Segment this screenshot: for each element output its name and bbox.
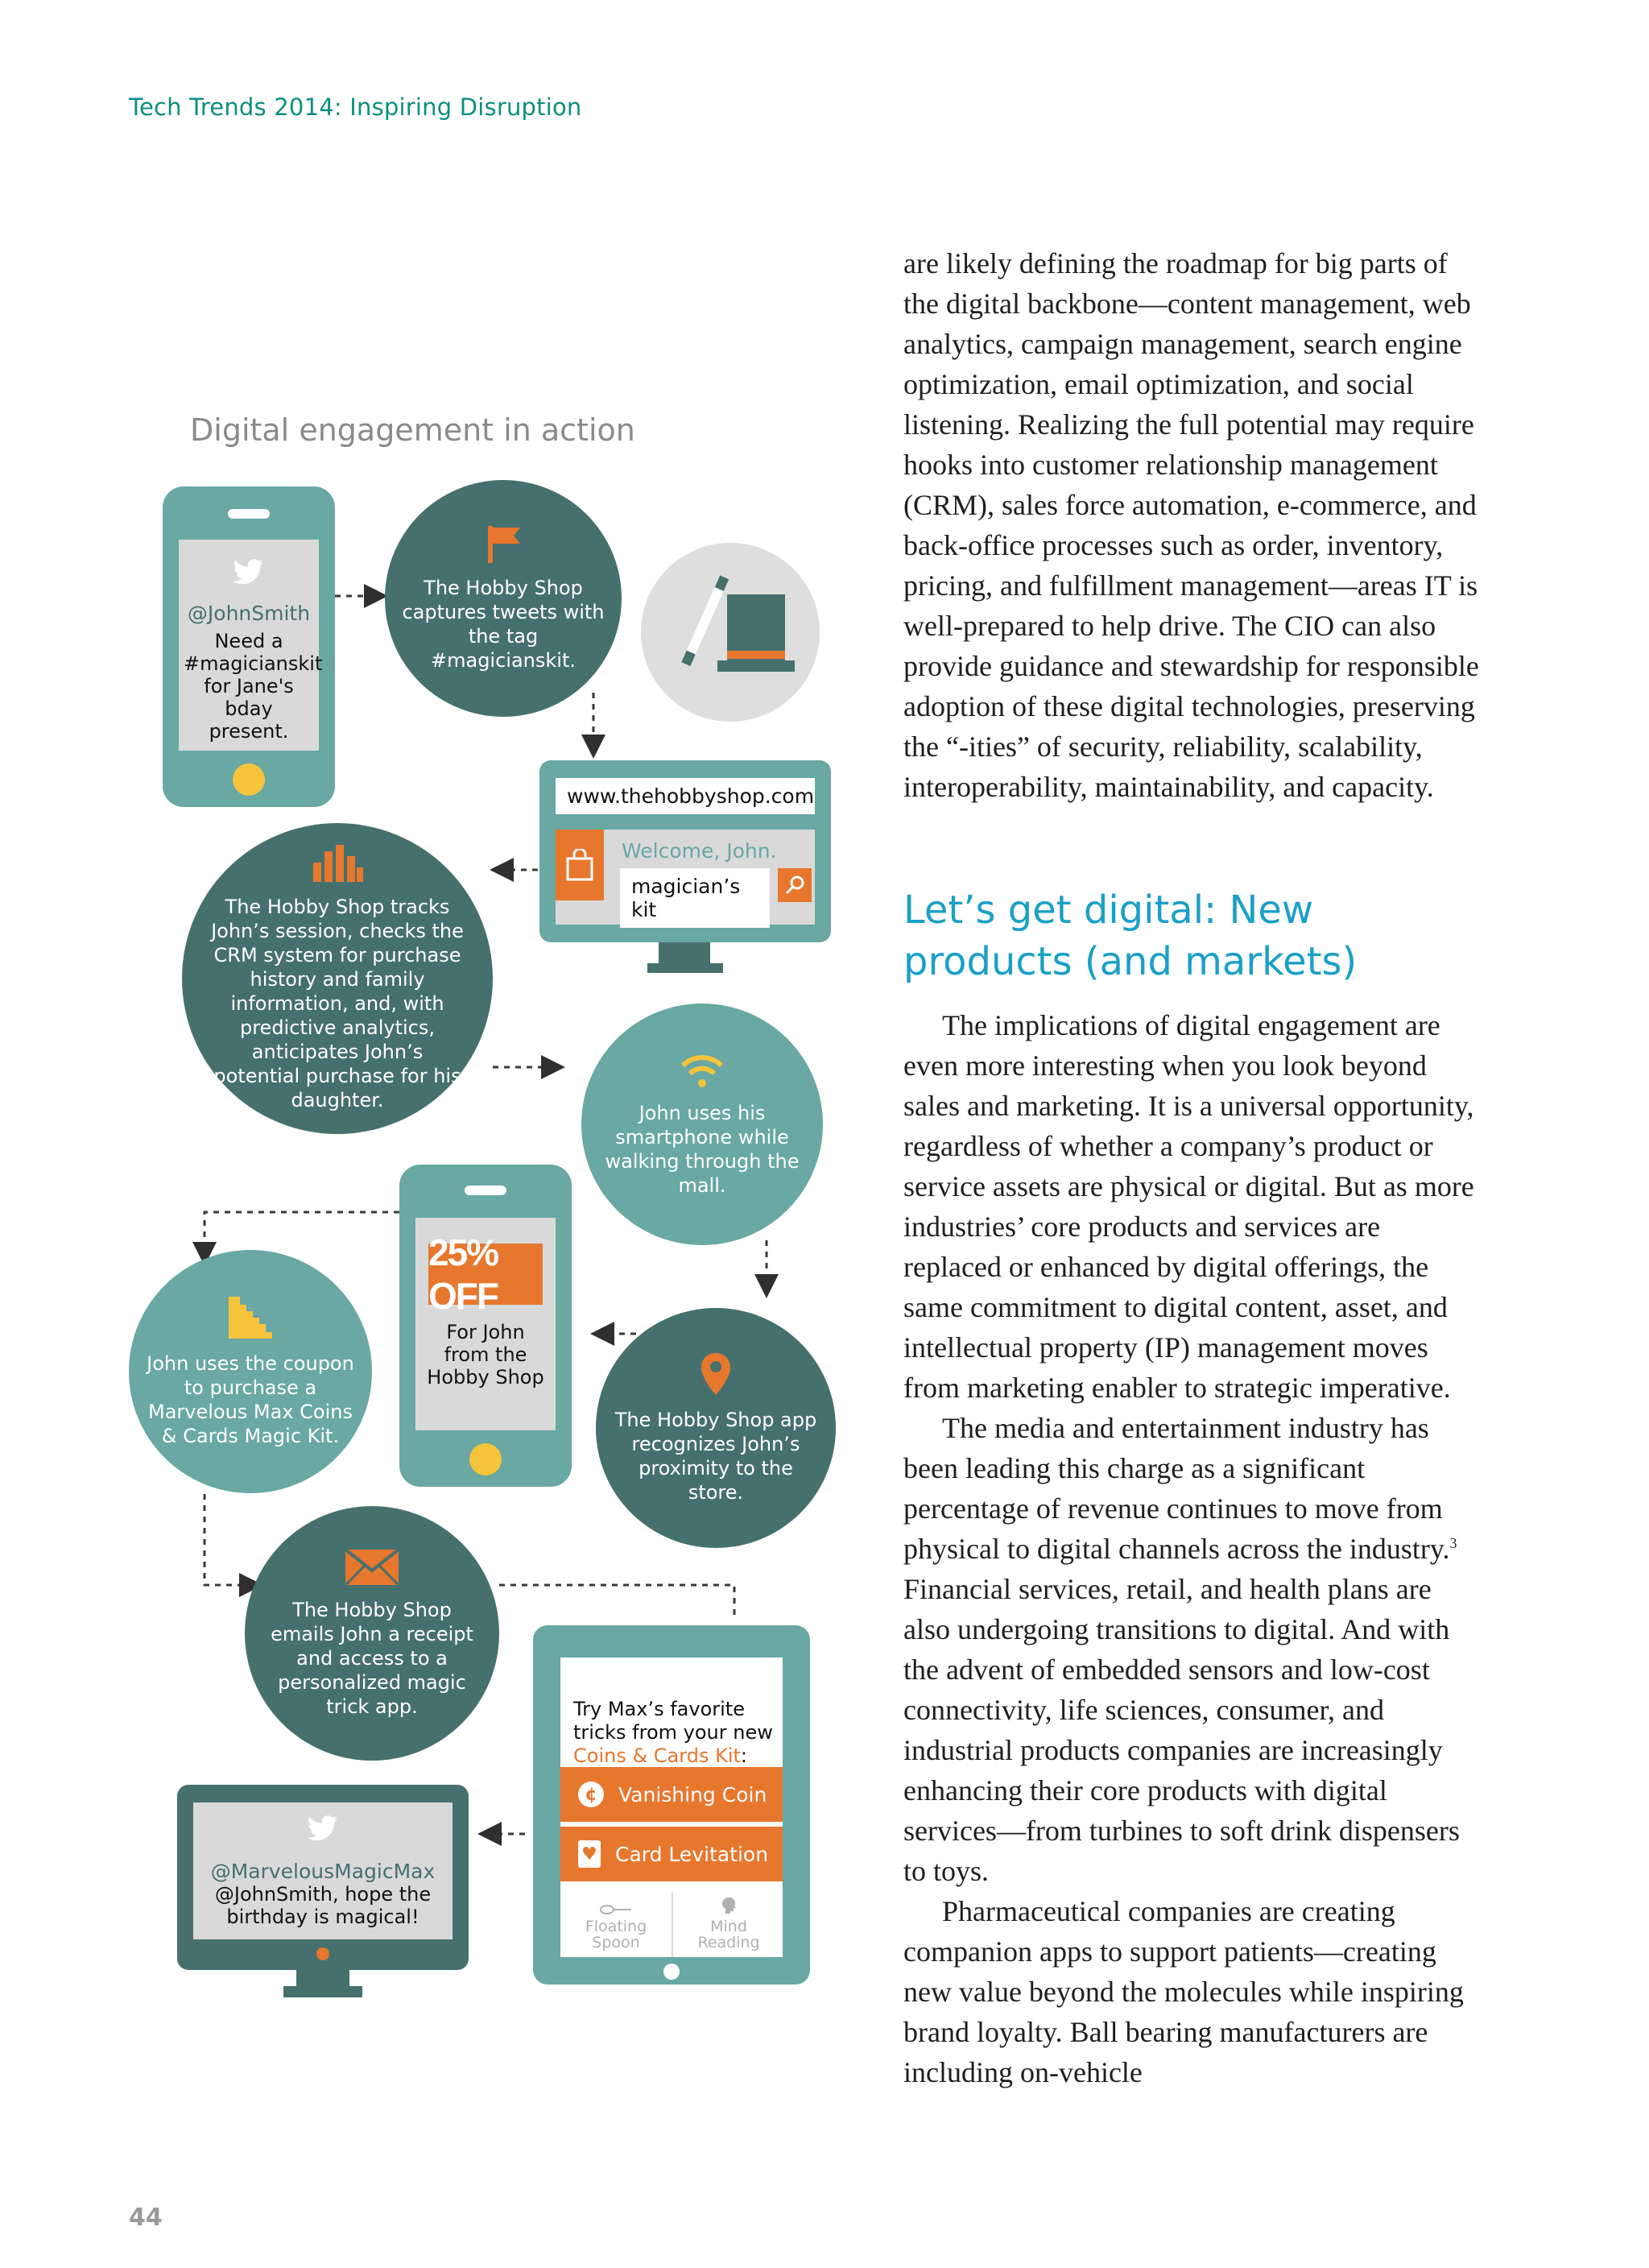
search-icon[interactable] bbox=[778, 868, 812, 902]
paragraph: are likely defining the roadmap for big parts of the digital backbone—content management, web analytics, campaign management, search engine optimization, email optimization, and social listening. Realizing the full potential may require hooks into customer relationship management (CRM), sales force automation, e-commerce, and back-office processes such as order, inventory, pricing, and fulfillment management—areas IT is well-prepared to help drive. The CIO can also provide guidance and stewardship for responsible adoption of these digital technologies, preserving the “-ities” of security, reliability, scalability, interoperability, maintainability, and capacity. bbox=[903, 247, 1479, 803]
trick-label: Card Levitation bbox=[615, 1842, 769, 1866]
coupon-text: For John from the Hobby Shop bbox=[427, 1321, 544, 1389]
app-intro-text: Try Max’s favorite tricks from your new bbox=[573, 1698, 773, 1744]
step-text: John uses the coupon to purchase a Marvelous Max Coins & Cards Magic Kit. bbox=[147, 1352, 354, 1447]
shopping-bag-icon bbox=[556, 830, 604, 900]
search-input[interactable]: magician’s kit bbox=[620, 868, 770, 928]
paragraph: Pharmaceutical companies are creating companion apps to support patients—creating new value beyond the molecules while inspiring brand loyalty. Ball bearing manufacturers are including on-vehicle bbox=[903, 1895, 1464, 2088]
coupon-offer[interactable]: 25% OFF bbox=[428, 1244, 543, 1305]
spoon-icon bbox=[600, 1904, 632, 1915]
infographic-title: Digital engagement in action bbox=[190, 412, 635, 448]
step-text: John uses his smartphone while walking through the mall. bbox=[605, 1102, 800, 1197]
footnote-ref: 3 bbox=[1449, 1535, 1457, 1551]
twitter-bird-icon bbox=[193, 1815, 453, 1843]
tweet-text: @JohnSmith, hope the birthday is magical! bbox=[214, 1883, 432, 1928]
paragraph-text: Financial services, retail, and health plans are also undergoing transitions to digital. And with the advent of embedded sensors and low-cost connectivity, life sciences, consumer, and industrial products companies are increasingly enhancing their core products with digital services—from turbines to soft drink dispensers to toys. bbox=[903, 1573, 1460, 1887]
trick-floating-spoon[interactable] bbox=[568, 1902, 663, 1951]
section-heading: Let’s get digital: New products (and markets) bbox=[903, 888, 1358, 984]
trick-mind-reading[interactable] bbox=[681, 1896, 776, 1951]
phone-speaker bbox=[228, 509, 270, 519]
app-intro bbox=[573, 1698, 775, 1768]
step-smartphone-walk bbox=[581, 1004, 823, 1245]
step-capture-tweets bbox=[385, 480, 622, 717]
monitor-base bbox=[283, 1986, 362, 1997]
bar-chart-icon bbox=[312, 845, 363, 884]
trick-card-levitation[interactable] bbox=[560, 1827, 783, 1881]
envelope-icon bbox=[344, 1548, 400, 1587]
head-profile-icon bbox=[719, 1896, 738, 1915]
trick-label: Floating Spoon bbox=[585, 1918, 647, 1951]
flag-icon bbox=[485, 524, 522, 565]
trick-vanishing-coin[interactable] bbox=[560, 1767, 783, 1822]
home-button bbox=[663, 1964, 680, 1980]
paragraph-text: The media and entertainment industry has been leading this charge as a significant percentage of revenue continues to move from physical to digital channels across the industry. bbox=[903, 1412, 1450, 1565]
monitor-neck bbox=[296, 1970, 349, 1988]
webpage-area bbox=[556, 830, 815, 925]
reply-tweet bbox=[193, 1860, 453, 1928]
step-uses-coupon bbox=[129, 1250, 372, 1493]
phone-screen bbox=[415, 1218, 556, 1430]
trick-label: Mind Reading bbox=[697, 1918, 760, 1951]
magic-hat-illustration bbox=[641, 543, 820, 722]
twitter-bird-icon bbox=[179, 559, 319, 586]
magic-hat-icon bbox=[666, 562, 795, 691]
paragraph: The implications of digital engagement are even more interesting when you look beyond sales and marketing. It is a universal opportunity, regardless of whether a company’s product or service assets are physical or digital. But as more industries’ core products and services are replaced or enhanced by digital offerings, the same commitment to digital content, asset, and intellectual property (IP) management moves from marketing enabler to strategic imperative. bbox=[903, 1009, 1474, 1404]
tweet-text: Need a #magicianskit for Jane's bday present. bbox=[184, 630, 323, 743]
card-icon: ♥ bbox=[578, 1840, 601, 1868]
step-text: The Hobby Shop app recognizes John’s proximity to the store. bbox=[614, 1409, 817, 1504]
step-email-receipt bbox=[245, 1506, 499, 1761]
home-button bbox=[469, 1443, 502, 1475]
location-pin-icon bbox=[700, 1351, 732, 1397]
step-proximity bbox=[596, 1308, 836, 1548]
running-head: Tech Trends 2014: Inspiring Disruption bbox=[129, 93, 582, 121]
power-light bbox=[316, 1947, 329, 1960]
welcome-message: Welcome, John. bbox=[622, 839, 777, 863]
step-text: The Hobby Shop emails John a receipt and access to a personalized magic trick app. bbox=[271, 1599, 473, 1718]
wifi-icon bbox=[680, 1051, 725, 1090]
home-button bbox=[233, 764, 265, 796]
smartphone-tweet bbox=[163, 486, 335, 807]
coin-icon: ¢ bbox=[578, 1782, 604, 1807]
coins-icon bbox=[225, 1295, 275, 1340]
monitor-base bbox=[647, 963, 723, 973]
step-text: The Hobby Shop captures tweets with the tag #magicianskit. bbox=[402, 577, 605, 672]
product-name: Coins & Cards Kit bbox=[573, 1744, 741, 1767]
phone-speaker bbox=[465, 1186, 506, 1195]
monitor-screen bbox=[193, 1802, 453, 1939]
step-text: The Hobby Shop tracks John’s session, checks the CRM system for purchase history and family information, and, with predictive analytics, anticipates John’s potential purchase for his daughter. bbox=[211, 896, 464, 1111]
twitter-handle: @JohnSmith bbox=[187, 602, 311, 625]
app-intro-colon: : bbox=[740, 1744, 747, 1767]
phone-screen bbox=[179, 540, 323, 751]
url-bar[interactable]: www.thehobbyshop.com bbox=[556, 778, 815, 814]
monitor-neck bbox=[659, 942, 710, 965]
desktop-monitor-website bbox=[539, 760, 831, 942]
smartphone-coupon bbox=[399, 1165, 572, 1487]
app-screen bbox=[560, 1658, 783, 1957]
step-tracks-session bbox=[182, 823, 493, 1134]
tablet-magic-app bbox=[533, 1625, 810, 1984]
desktop-monitor-tweet bbox=[177, 1785, 469, 1970]
tweet-content bbox=[179, 602, 323, 743]
trick-label: Vanishing Coin bbox=[618, 1782, 767, 1807]
divider bbox=[672, 1893, 673, 1957]
twitter-handle: @MarvelousMagicMax bbox=[210, 1860, 436, 1883]
page-number: 44 bbox=[129, 2204, 163, 2232]
